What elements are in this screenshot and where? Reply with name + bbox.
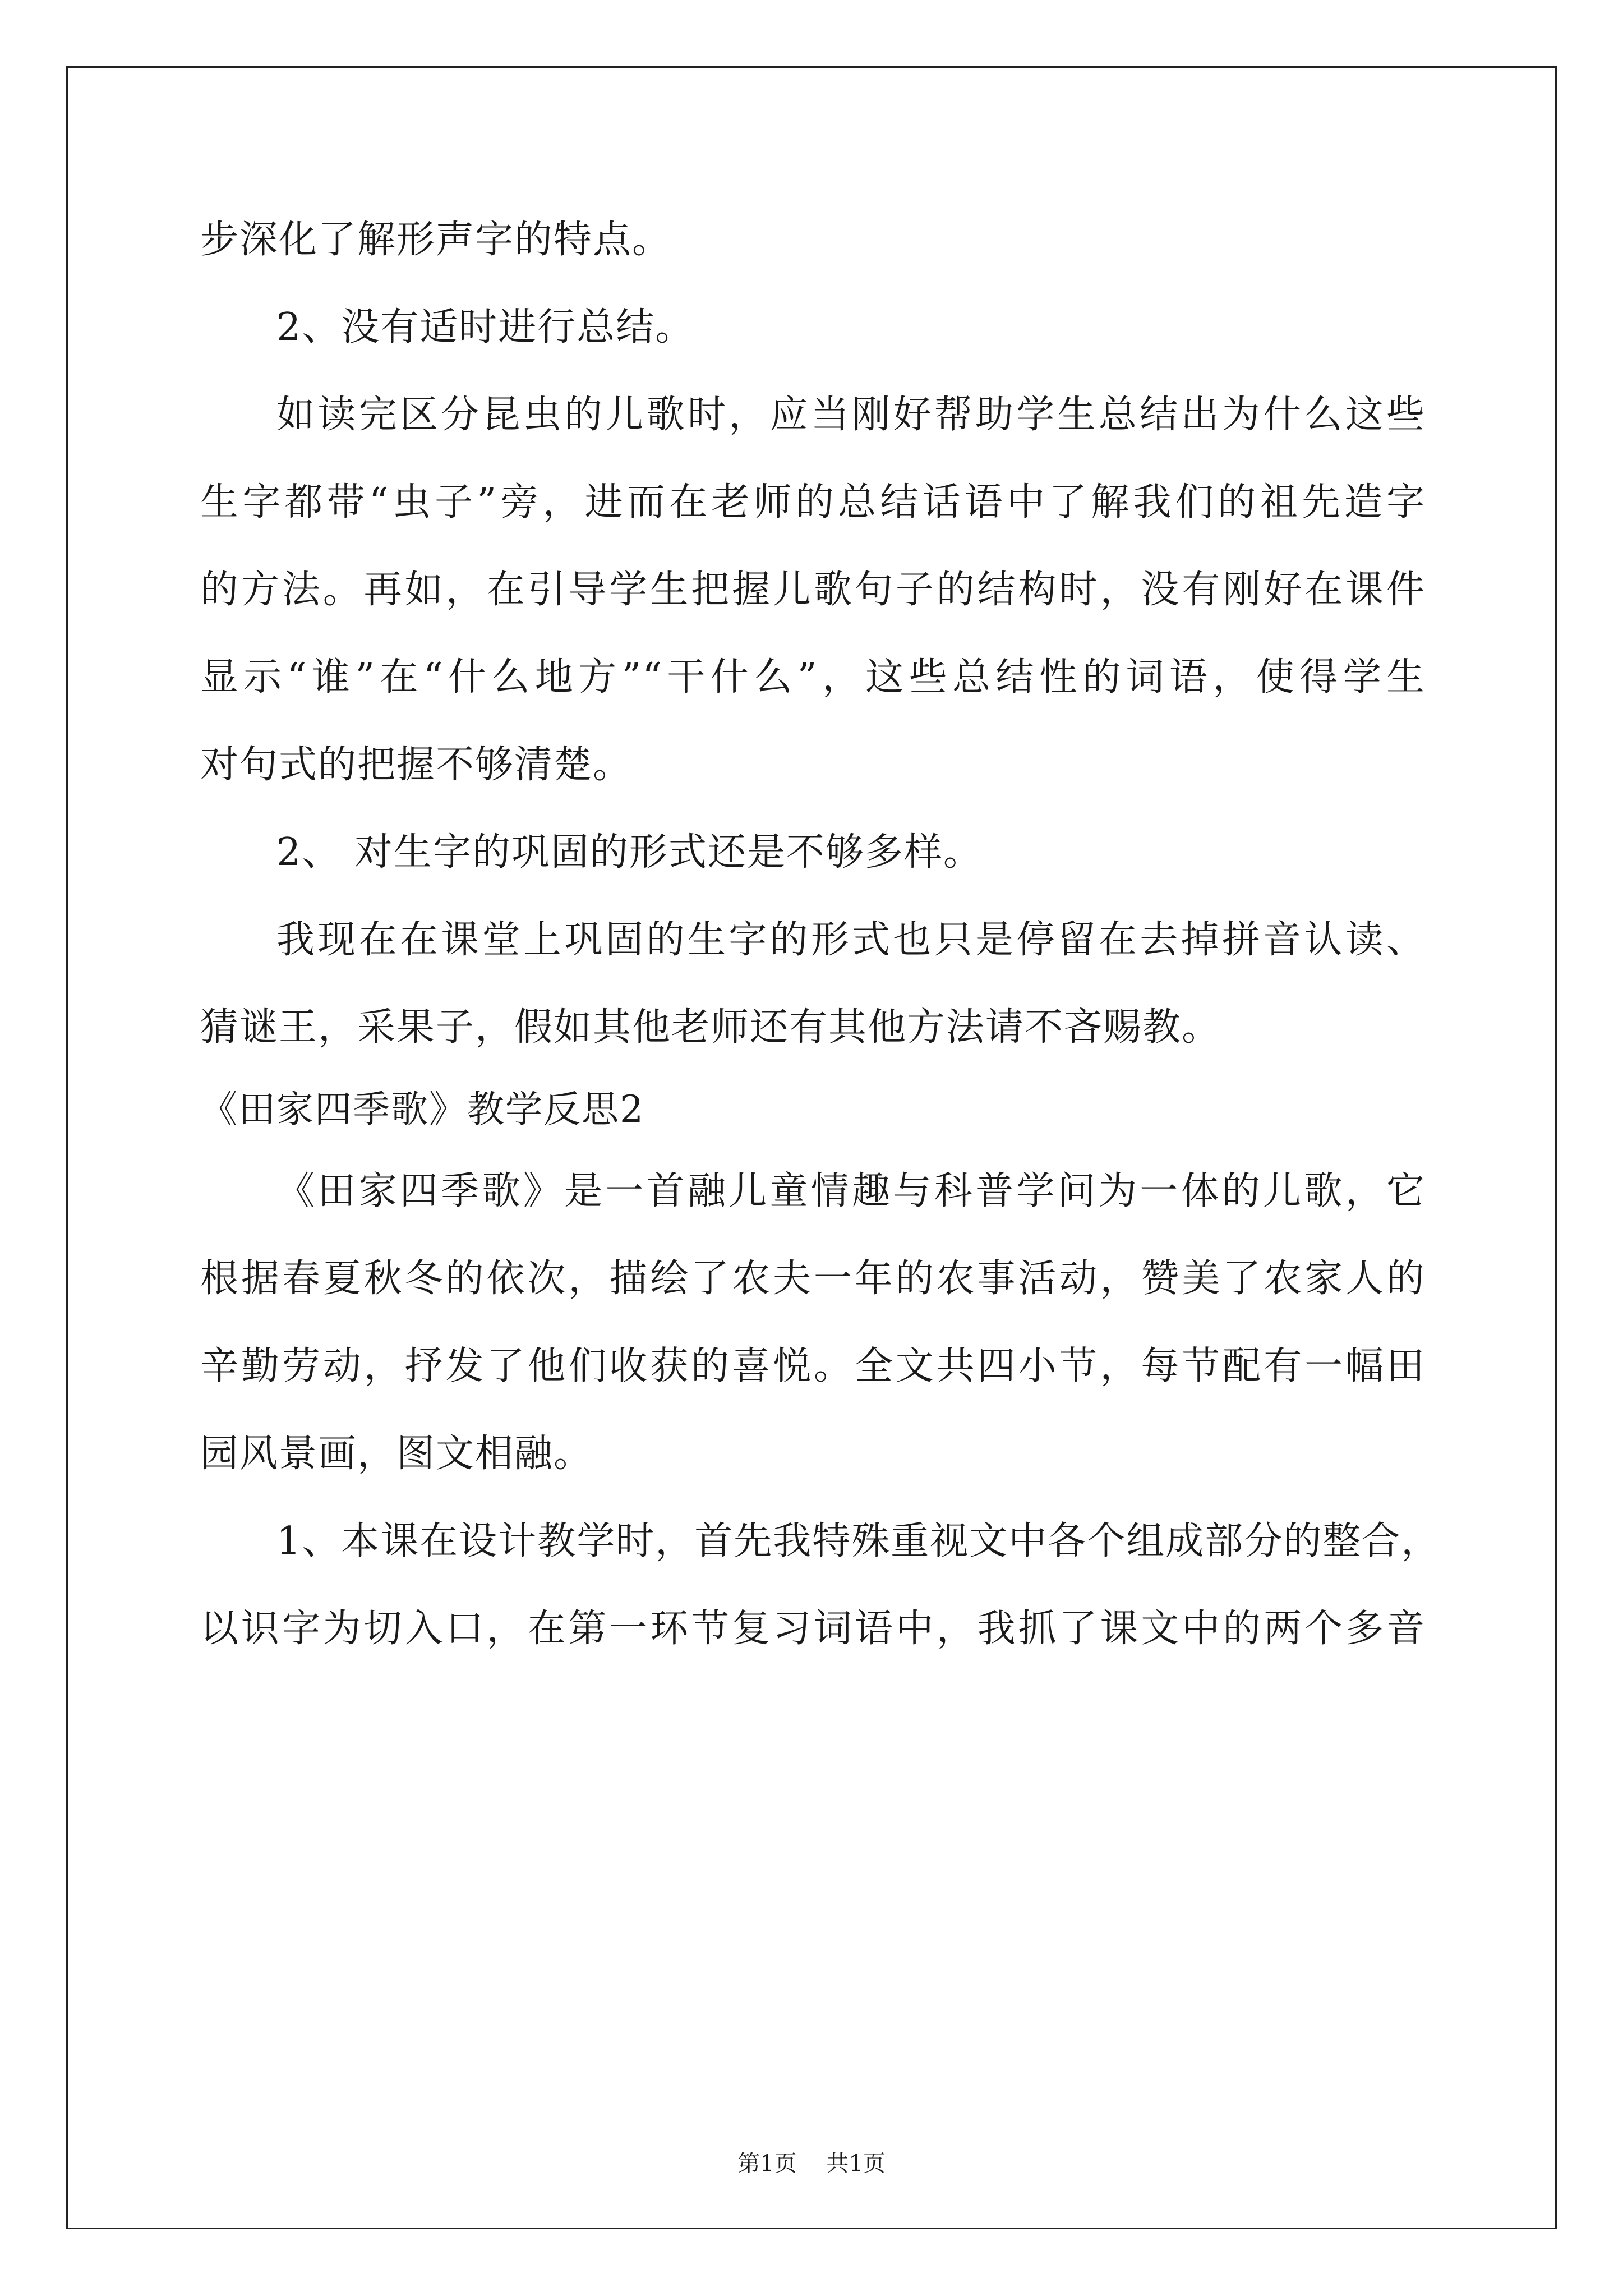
section-title: 《田家四季歌》教学反思2	[200, 1088, 644, 1131]
list-item-heading: 2、 对生字的巩固的形式还是不够多样。	[276, 830, 983, 875]
paragraph-line: 生字都带“虫子”旁，进而在老师的总结话语中了解我们的祖先造字	[200, 480, 1426, 524]
paragraph-line: 对句式的把握不够清楚。	[200, 743, 633, 787]
page-footer	[0, 2150, 1623, 2178]
list-item-heading: 2、没有适时进行总结。	[276, 305, 695, 349]
text-line: 步深化了解形声字的特点。	[200, 218, 672, 262]
paragraph-line: 根据春夏秋冬的依次，描绘了农夫一年的农事活动，赞美了农家人的	[200, 1257, 1426, 1301]
paragraph-line: 我现在在课堂上巩固的生字的形式也只是停留在去掉拼音认读、	[276, 918, 1426, 962]
paragraph-line: 猜谜王，采果子，假如其他老师还有其他方法请不吝赐教。	[200, 1005, 1221, 1050]
page-total: 共1页	[826, 2151, 886, 2177]
paragraph-line: 园风景画，图文相融。	[200, 1432, 593, 1476]
paragraph-line: 显示“谁”在“什么地方”“干什么”，这些总结性的词语，使得学生	[200, 655, 1426, 700]
paragraph-line: 1、本课在设计教学时，首先我特殊重视文中各个组成部分的整合，	[276, 1519, 1441, 1563]
paragraph-line: 辛勤劳动，抒发了他们收获的喜悦。全文共四小节，每节配有一幅田	[200, 1344, 1426, 1388]
page-number: 第1页	[737, 2151, 797, 2177]
paragraph-line: 以识字为切入口，在第一环节复习词语中，我抓了课文中的两个多音	[200, 1607, 1426, 1651]
paragraph-line: 如读完区分昆虫的儿歌时，应当刚好帮助学生总结出为什么这些	[276, 393, 1426, 437]
paragraph-line: 的方法。再如，在引导学生把握儿歌句子的结构时，没有刚好在课件	[200, 568, 1426, 612]
paragraph-line: 《田家四季歌》是一首融儿童情趣与科普学问为一体的儿歌，它	[276, 1169, 1426, 1213]
